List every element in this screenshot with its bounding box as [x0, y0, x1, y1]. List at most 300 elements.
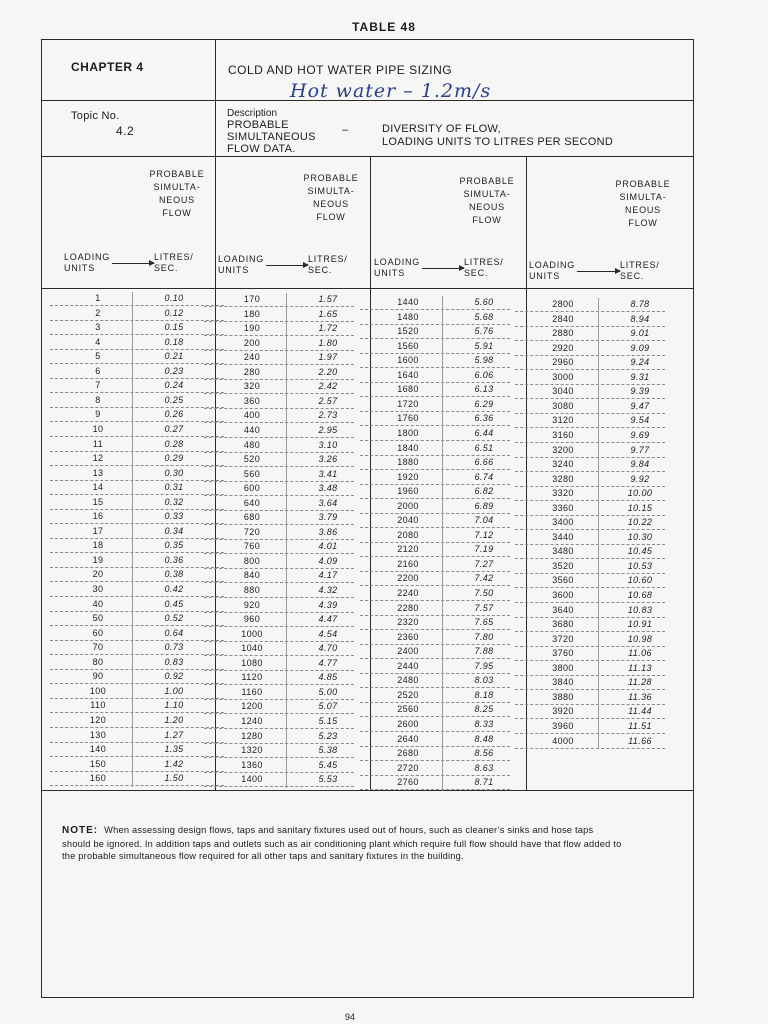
- litres-header-line: LITRES/: [154, 252, 194, 262]
- litres-per-sec-cell: 7.04: [474, 515, 494, 526]
- litres-per-sec-cell: 9.47: [630, 400, 650, 411]
- loading-units-cell: 12: [92, 453, 104, 464]
- litres-per-sec-cell: 9.77: [630, 444, 650, 455]
- flow-header-line: NEOUS: [312, 199, 349, 209]
- litres-per-sec-cell: 5.45: [318, 759, 338, 770]
- litres-per-sec-cell: 6.36: [474, 413, 494, 424]
- litres-per-sec-cell: 7.27: [474, 558, 494, 569]
- litres-per-sec-cell: 5.07: [318, 701, 338, 712]
- loading-units-cell: 2880: [552, 328, 574, 339]
- litres-per-sec-cell: 10.22: [627, 517, 653, 528]
- litres-per-sec-cell: 11.28: [628, 677, 652, 688]
- litres-per-sec-cell: 10.68: [627, 590, 653, 600]
- litres-per-sec-cell: 10.60: [627, 575, 653, 586]
- loading-units-cell: 600: [243, 483, 261, 494]
- loading-units-cell: 2440: [397, 660, 419, 671]
- litres-header-line: LITRES/: [464, 257, 504, 267]
- litres-per-sec-cell: 5.00: [318, 686, 338, 697]
- litres-per-sec-cell: 11.06: [628, 648, 652, 659]
- litres-per-sec-cell: 0.24: [164, 380, 184, 391]
- litres-per-sec-cell: 4.85: [318, 672, 338, 683]
- note: [62, 824, 622, 863]
- loading-units-cell: 1160: [241, 686, 263, 697]
- litres-header-line: SEC.: [464, 268, 489, 278]
- loading-units-cell: 70: [92, 642, 104, 653]
- litres-per-sec-cell: 7.42: [474, 573, 494, 584]
- litres-per-sec-cell: 2.42: [318, 381, 338, 392]
- litres-per-sec-cell: 11.66: [628, 735, 652, 746]
- loading-units-cell: 2680: [397, 748, 419, 759]
- loading-units-cell: 400: [243, 410, 261, 421]
- loading-units-cell: 14: [92, 482, 104, 493]
- litres-per-sec-cell: 3.64: [318, 497, 338, 508]
- litres-per-sec-cell: 0.28: [164, 438, 184, 449]
- row-divider: [204, 786, 354, 787]
- loading-units-cell: 180: [243, 308, 261, 319]
- loading-units-cell: 1800: [397, 427, 419, 438]
- loading-units-cell: 6: [95, 365, 101, 376]
- litres-per-sec-cell: 5.68: [474, 311, 494, 322]
- loading-units-cell: 880: [243, 585, 261, 595]
- data-bottom-rule: [41, 790, 694, 791]
- loading-units-cell: 100: [89, 685, 107, 696]
- loading-units-cell: 2480: [397, 675, 419, 686]
- loading-units-header: [529, 260, 575, 282]
- topic-label: Topic No.: [71, 110, 120, 122]
- flow-column-header: [286, 172, 376, 224]
- litres-per-sec-cell: 0.23: [164, 365, 184, 376]
- loading-units-cell: 50: [92, 613, 104, 624]
- loading-units-cell: 4000: [552, 735, 574, 746]
- litres-per-sec-cell: 7.50: [474, 588, 494, 598]
- loading-units-cell: 3440: [552, 531, 574, 542]
- litres-per-sec-cell: 6.82: [474, 486, 494, 497]
- litres-header-line: LITRES/: [308, 254, 348, 264]
- litres-per-sec-cell: 5.38: [318, 745, 338, 756]
- litres-per-sec-cell: 0.38: [164, 569, 184, 580]
- flow-header-line: PROBABLE: [303, 173, 359, 183]
- litres-header-line: SEC.: [308, 265, 333, 275]
- flow-header-line: NEOUS: [624, 205, 661, 215]
- loading-units-cell: 1000: [241, 628, 263, 639]
- litres-per-sec-cell: 8.63: [474, 762, 494, 773]
- litres-per-sec-cell: 3.86: [318, 526, 338, 537]
- loading-units-cell: 80: [92, 656, 104, 667]
- litres-per-sec-cell: 9.09: [630, 342, 650, 353]
- litres-per-sec-cell: 1.57: [318, 294, 338, 304]
- loading-units-cell: 680: [243, 512, 261, 523]
- loading-units-cell: 8: [95, 394, 101, 405]
- arrow-icon: [422, 268, 464, 269]
- loading-units-cell: 2760: [397, 777, 419, 788]
- litres-per-sec-cell: 5.15: [318, 715, 338, 726]
- litres-per-sec-cell: 3.26: [318, 454, 338, 465]
- litres-per-sec-cell: 11.44: [628, 706, 652, 717]
- loading-units-cell: 840: [243, 570, 261, 581]
- litres-per-sec-cell: 1.50: [164, 773, 184, 784]
- litres-per-sec-cell: 0.29: [164, 453, 184, 464]
- litres-per-sec-cell: 1.97: [318, 352, 338, 363]
- data-top-rule: [41, 288, 694, 289]
- loading-units-cell: 2960: [552, 357, 574, 368]
- loading-units-cell: 1120: [241, 672, 263, 683]
- loading-units-cell: 320: [243, 381, 261, 392]
- loading-units-cell: 20: [92, 569, 104, 580]
- litres-per-sec-cell: 0.30: [164, 467, 184, 478]
- litres-per-sec-cell: 1.27: [164, 729, 184, 740]
- litres-per-sec-cell: 0.15: [164, 322, 184, 333]
- litres-per-sec-cell: 1.10: [164, 700, 184, 711]
- litres-per-sec-cell: 4.09: [318, 555, 338, 566]
- description-line: FLOW DATA.: [227, 143, 296, 155]
- litres-per-sec-cell: 8.18: [474, 689, 494, 700]
- litres-per-sec-cell: 0.35: [164, 540, 184, 551]
- loading-units-cell: 560: [243, 468, 261, 479]
- loading-units-cell: 1320: [241, 745, 263, 756]
- litres-per-sec-cell: 0.33: [164, 511, 184, 522]
- column-separator: [286, 293, 287, 788]
- description-label: Description: [227, 108, 278, 119]
- litres-per-sec-cell: 7.57: [474, 602, 494, 613]
- litres-per-sec-cell: 0.64: [164, 627, 184, 638]
- litres-per-sec-cell: 7.95: [474, 660, 494, 671]
- loading-units-cell: 3160: [552, 429, 574, 440]
- litres-per-sec-cell: 10.98: [627, 633, 653, 644]
- loading-units-cell: 13: [92, 467, 104, 478]
- loading-units-cell: 2800: [552, 299, 574, 309]
- litres-per-sec-cell: 8.48: [474, 733, 494, 744]
- loading-units-cell: 1840: [397, 442, 419, 453]
- loading-units-cell: 480: [243, 439, 261, 450]
- loading-units-cell: 60: [92, 627, 104, 638]
- litres-per-sec-cell: 8.78: [630, 299, 650, 309]
- loading-units-cell: 1520: [397, 326, 419, 337]
- litres-per-sec-cell: 9.69: [630, 429, 650, 440]
- loading-units-cell: 110: [90, 700, 106, 711]
- arrow-icon: [266, 265, 308, 266]
- loading-units-cell: 10: [92, 423, 104, 434]
- litres-per-sec-cell: 8.03: [474, 675, 494, 686]
- flow-header-line: FLOW: [162, 208, 192, 218]
- header-column-divider: [215, 39, 216, 157]
- litres-per-sec-cell: 6.13: [474, 384, 494, 395]
- litres-per-sec-cell: 7.88: [474, 646, 494, 657]
- litres-per-sec-header: [464, 257, 504, 279]
- litres-per-sec-cell: 4.77: [318, 657, 338, 668]
- litres-per-sec-cell: 10.15: [627, 502, 653, 513]
- loading-units-cell: 760: [243, 541, 261, 552]
- loading-units-cell: 90: [92, 671, 104, 682]
- loading-units-cell: 3960: [552, 720, 574, 731]
- loading-units-cell: 3760: [552, 648, 574, 659]
- loading-units-cell: 2120: [397, 544, 419, 555]
- litres-per-sec-cell: 5.91: [474, 340, 494, 351]
- litres-per-sec-cell: 0.73: [164, 642, 184, 653]
- column-separator: [132, 292, 133, 787]
- row-divider: [50, 785, 224, 786]
- litres-header-line: SEC.: [154, 263, 179, 273]
- description-line: SIMULTANEOUS: [227, 131, 316, 143]
- litres-per-sec-cell: 0.26: [164, 409, 184, 420]
- litres-per-sec-cell: 8.25: [474, 704, 494, 715]
- litres-per-sec-cell: 5.98: [474, 355, 494, 366]
- flow-header-line: FLOW: [316, 212, 346, 222]
- litres-per-sec-cell: 11.51: [628, 720, 652, 731]
- litres-per-sec-cell: 0.32: [164, 496, 184, 507]
- litres-per-sec-cell: 0.31: [164, 482, 184, 493]
- row-divider: [515, 748, 665, 749]
- flow-header-line: SIMULTA-: [463, 189, 511, 199]
- litres-per-sec-cell: 9.31: [630, 371, 650, 382]
- litres-per-sec-cell: 10.83: [627, 604, 653, 615]
- litres-per-sec-cell: 8.71: [474, 777, 494, 788]
- litres-per-sec-cell: 1.42: [164, 758, 184, 769]
- litres-per-sec-cell: 1.35: [164, 744, 184, 755]
- litres-per-sec-cell: 6.44: [474, 427, 494, 438]
- units-header-line: LOADING: [374, 257, 421, 267]
- litres-per-sec-cell: 0.10: [164, 293, 184, 303]
- loading-units-cell: 3280: [552, 473, 574, 484]
- section-heading: COLD AND HOT WATER PIPE SIZING: [228, 63, 453, 77]
- loading-units-cell: 2720: [397, 762, 419, 773]
- litres-per-sec-cell: 7.65: [474, 617, 494, 628]
- loading-units-cell: 920: [243, 599, 261, 610]
- litres-per-sec-cell: 1.80: [318, 337, 338, 348]
- column-separator: [442, 296, 443, 791]
- loading-units-cell: 3360: [552, 502, 574, 513]
- table-column-divider-3: [526, 157, 527, 790]
- loading-units-cell: 3840: [552, 677, 574, 688]
- table-column-divider-1: [215, 157, 216, 790]
- litres-header-line: SEC.: [620, 271, 645, 281]
- loading-units-cell: 360: [243, 395, 261, 406]
- litres-per-sec-cell: 0.45: [164, 598, 184, 609]
- loading-units-cell: 2360: [397, 631, 419, 642]
- litres-per-sec-cell: 2.57: [318, 395, 338, 406]
- loading-units-cell: 1600: [397, 355, 419, 366]
- loading-units-cell: 2640: [397, 733, 419, 744]
- loading-units-cell: 1200: [241, 701, 263, 712]
- litres-per-sec-header: [154, 252, 194, 274]
- litres-per-sec-cell: 9.54: [630, 415, 650, 426]
- loading-units-cell: 2840: [552, 313, 574, 324]
- loading-units-cell: 1680: [397, 384, 419, 395]
- note-text: When assessing design flows, taps and sanitary fixtures used out of hours, such as cleaner’s sinks and hose taps should be ignored. In addition taps and outlets such as air conditioning plant which require full flow should have that flow added to the probable simultaneous flow required for all other taps and sanitary fixtures in the building.: [62, 825, 622, 861]
- flow-header-line: SIMULTA-: [307, 186, 355, 196]
- litres-per-sec-cell: 3.41: [318, 468, 338, 479]
- litres-per-sec-cell: 9.92: [630, 473, 650, 484]
- loading-units-cell: 2200: [397, 573, 419, 584]
- flow-header-line: FLOW: [472, 215, 502, 225]
- units-header-line: UNITS: [218, 265, 249, 275]
- loading-units-cell: 1080: [241, 657, 263, 668]
- flow-header-line: PROBABLE: [459, 176, 515, 186]
- loading-units-cell: 3: [95, 322, 101, 333]
- loading-units-cell: 3640: [552, 604, 574, 615]
- handwritten-annotation: Hot water – 1.2m/s: [290, 80, 492, 102]
- loading-units-cell: 3880: [552, 691, 574, 702]
- flow-header-line: NEOUS: [158, 195, 195, 205]
- loading-units-cell: 2600: [397, 718, 419, 729]
- loading-units-header: [374, 257, 420, 279]
- loading-units-cell: 3480: [552, 546, 574, 557]
- flow-header-line: SIMULTA-: [619, 192, 667, 202]
- loading-units-cell: 1: [95, 293, 101, 303]
- litres-per-sec-cell: 8.33: [474, 718, 494, 729]
- litres-per-sec-cell: 0.12: [164, 307, 184, 318]
- litres-per-sec-cell: 9.39: [630, 386, 650, 397]
- litres-per-sec-cell: 3.79: [318, 512, 338, 523]
- litres-per-sec-cell: 4.01: [318, 541, 338, 552]
- loading-units-cell: 1880: [397, 457, 419, 468]
- loading-units-cell: 2400: [397, 646, 419, 657]
- loading-units-cell: 3040: [552, 386, 574, 397]
- loading-units-header: [64, 252, 110, 274]
- loading-units-cell: 3120: [552, 415, 574, 426]
- litres-per-sec-cell: 1.00: [164, 685, 184, 696]
- units-header-line: UNITS: [64, 263, 95, 273]
- litres-per-sec-cell: 10.91: [627, 619, 653, 630]
- loading-units-cell: 1720: [397, 398, 419, 409]
- loading-units-cell: 2160: [397, 558, 419, 569]
- loading-units-cell: 3600: [552, 590, 574, 600]
- loading-units-cell: 1400: [241, 774, 263, 785]
- loading-units-cell: 3560: [552, 575, 574, 586]
- loading-units-cell: 3320: [552, 488, 574, 499]
- loading-units-cell: 16: [92, 511, 104, 522]
- loading-units-cell: 19: [92, 554, 104, 565]
- loading-units-cell: 130: [89, 729, 107, 740]
- loading-units-cell: 2: [95, 307, 101, 318]
- loading-units-cell: 280: [243, 366, 261, 377]
- units-header-line: UNITS: [529, 271, 560, 281]
- litres-per-sec-cell: 0.36: [164, 554, 184, 565]
- loading-units-cell: 150: [89, 758, 107, 769]
- loading-units-cell: 18: [92, 540, 104, 551]
- loading-units-cell: 4: [95, 336, 101, 347]
- units-header-line: LOADING: [64, 252, 111, 262]
- loading-units-cell: 1960: [397, 486, 419, 497]
- litres-per-sec-cell: 7.80: [474, 631, 494, 642]
- arrow-icon: [577, 271, 620, 272]
- litres-per-sec-cell: 0.92: [164, 671, 184, 682]
- loading-units-cell: 30: [92, 584, 104, 594]
- flow-header-line: NEOUS: [468, 202, 505, 212]
- loading-units-cell: 1440: [397, 297, 419, 307]
- loading-units-cell: 3800: [552, 662, 574, 673]
- litres-per-sec-header: [620, 260, 660, 282]
- litres-per-sec-cell: 7.19: [474, 544, 494, 555]
- litres-per-sec-cell: 0.27: [164, 423, 184, 434]
- litres-per-sec-header: [308, 254, 348, 276]
- row-divider: [360, 789, 510, 790]
- loading-units-cell: 200: [243, 337, 261, 348]
- litres-per-sec-cell: 9.24: [630, 357, 650, 368]
- litres-per-sec-cell: 8.56: [474, 748, 494, 759]
- description-divider: [41, 156, 694, 157]
- loading-units-cell: 960: [243, 614, 261, 625]
- loading-units-cell: 120: [89, 714, 107, 725]
- note-label: NOTE:: [62, 825, 99, 836]
- loading-units-cell: 3240: [552, 459, 574, 470]
- loading-units-cell: 240: [243, 352, 261, 363]
- litres-per-sec-cell: 5.76: [474, 326, 494, 337]
- litres-per-sec-cell: 4.32: [318, 585, 338, 595]
- loading-units-cell: 3400: [552, 517, 574, 528]
- flow-header-line: PROBABLE: [149, 169, 205, 179]
- loading-units-cell: 3720: [552, 633, 574, 644]
- flow-column-header: [132, 168, 222, 220]
- flow-column-header: [598, 178, 688, 230]
- units-header-line: LOADING: [218, 254, 265, 264]
- flow-header-line: FLOW: [628, 218, 658, 228]
- loading-units-cell: 2320: [397, 617, 419, 628]
- description-line: PROBABLE: [227, 119, 289, 131]
- litres-per-sec-cell: 2.20: [318, 366, 338, 377]
- loading-units-cell: 7: [95, 380, 101, 391]
- loading-units-cell: 170: [243, 294, 261, 304]
- loading-units-cell: 3680: [552, 619, 574, 630]
- loading-units-cell: 160: [89, 773, 107, 784]
- description-dash: –: [342, 124, 349, 136]
- litres-per-sec-cell: 1.65: [318, 308, 338, 319]
- litres-per-sec-cell: 0.18: [164, 336, 184, 347]
- loading-units-cell: 1040: [241, 643, 263, 654]
- page-number: 94: [345, 1012, 356, 1022]
- loading-units-cell: 1920: [397, 471, 419, 482]
- flow-column-header: [442, 175, 532, 227]
- loading-units-cell: 3000: [552, 371, 574, 382]
- litres-header-line: LITRES/: [620, 260, 660, 270]
- loading-units-cell: 800: [243, 555, 261, 566]
- litres-per-sec-cell: 6.89: [474, 500, 494, 511]
- flow-header-line: SIMULTA-: [153, 182, 201, 192]
- topic-number: 4.2: [116, 124, 135, 138]
- litres-per-sec-cell: 11.13: [628, 662, 652, 673]
- litres-per-sec-cell: 9.84: [630, 459, 650, 470]
- loading-units-cell: 2520: [397, 689, 419, 700]
- litres-per-sec-cell: 7.12: [474, 529, 494, 540]
- loading-units-cell: 9: [95, 409, 101, 420]
- column-separator: [598, 298, 599, 749]
- litres-per-sec-cell: 6.29: [474, 398, 494, 409]
- loading-units-cell: 2240: [397, 588, 419, 598]
- litres-per-sec-cell: 1.72: [318, 323, 338, 334]
- chapter-label: CHAPTER 4: [71, 60, 144, 74]
- litres-per-sec-cell: 0.42: [164, 584, 184, 594]
- loading-units-cell: 11: [92, 438, 104, 449]
- litres-per-sec-cell: 9.01: [630, 328, 650, 339]
- loading-units-cell: 40: [92, 598, 104, 609]
- litres-per-sec-cell: 2.73: [318, 410, 338, 421]
- loading-units-cell: 5: [95, 351, 101, 362]
- loading-units-cell: 3200: [552, 444, 574, 455]
- litres-per-sec-cell: 8.94: [630, 313, 650, 324]
- litres-per-sec-cell: 0.52: [164, 613, 184, 624]
- litres-per-sec-cell: 6.74: [474, 471, 494, 482]
- loading-units-cell: 520: [243, 454, 261, 465]
- loading-units-cell: 17: [92, 525, 104, 536]
- litres-per-sec-cell: 5.23: [318, 730, 338, 741]
- loading-units-cell: 720: [243, 526, 261, 537]
- litres-per-sec-cell: 6.66: [474, 457, 494, 468]
- litres-per-sec-cell: 1.20: [164, 714, 184, 725]
- description-detail: LOADING UNITS TO LITRES PER SECOND: [382, 136, 614, 148]
- litres-per-sec-cell: 10.45: [627, 546, 653, 557]
- units-header-line: UNITS: [374, 268, 405, 278]
- loading-units-cell: 440: [243, 424, 261, 435]
- loading-units-cell: 2920: [552, 342, 574, 353]
